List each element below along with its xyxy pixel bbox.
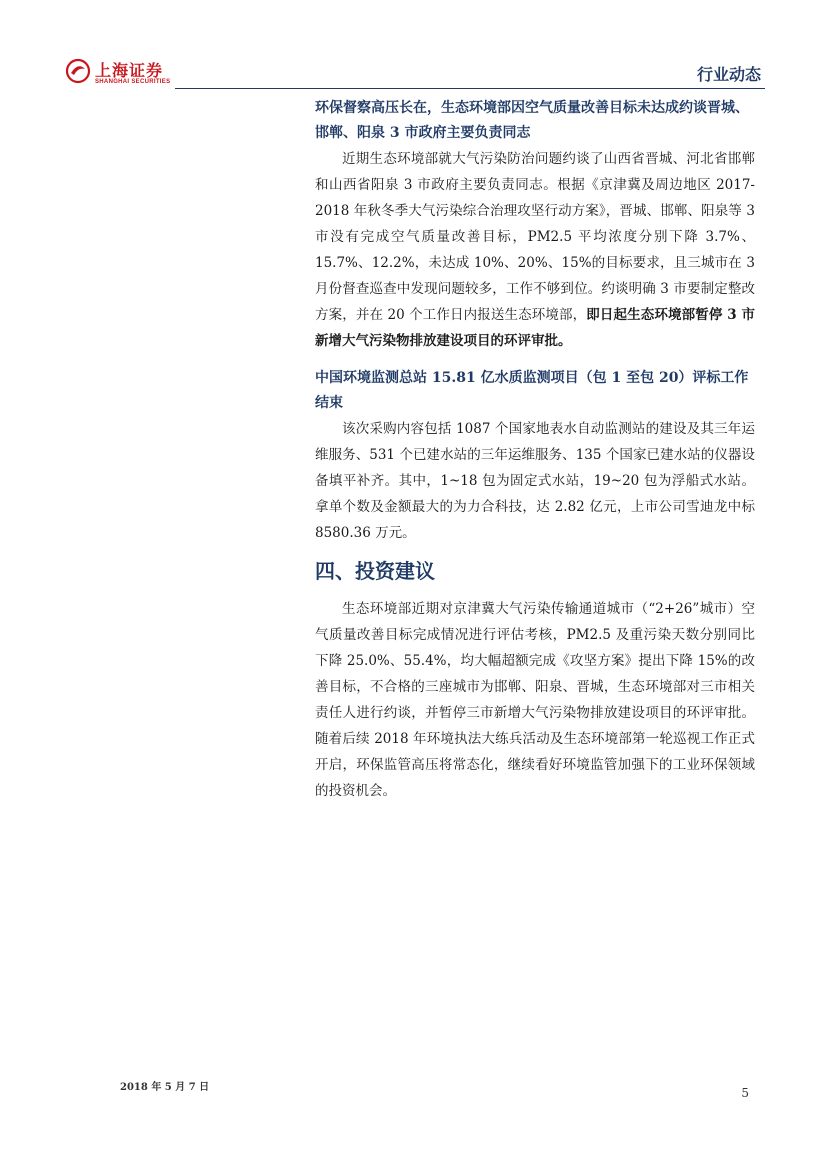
- main-content: [315, 96, 755, 804]
- company-logo: [65, 56, 175, 92]
- news-body-1-text: 近期生态环境部就大气污染防治问题约谈了山西省晋城、河北省邯郸和山西省阳泉 3 市政府主要负责同志。根据《京津冀及周边地区 2017-2018 年秋冬季大气污染综合治理攻坚行动方案》，晋城、邯郸、阳泉等 3 市没有完成空气质量改善目标，PM2.5 平均浓度分别下降 3.7%、15.7%、12.2%，未达成 10%、20%、15%的目标要求，且三城市在 3 月份督查巡查中发现问题较多，工作不够到位。约谈明确 3 市要制定整改方案，并在 20 个工作日内报送生态环境部，: [315, 151, 755, 323]
- investment-body: 生态环境部近期对京津冀大气污染传输通道城市（“2+26”城市）空气质量改善目标完成情况进行评估考核，PM2.5 及重污染天数分别同比下降 25.0%、55.4%，均大幅超额完成《攻坚方案》提出下降 15%的改善目标，不合格的三座城市为邯郸、阳泉、晋城，生态环境部对三市相关责任人进行约谈，并暂停三市新增大气污染物排放建设项目的环评审批。随着后续 2018 年环境执法大练兵活动及生态环境部第一轮巡视工作正式开启，环保监管高压将常态化，继续看好环境监管加强下的工业环保领域的投资机会。: [315, 601, 755, 799]
- footer-date: 2018 年 5 月 7 日: [120, 1082, 210, 1093]
- logo-emblem-icon: [65, 58, 91, 84]
- news-body-2: 该次采购内容包括 1087 个国家地表水自动监测站的建设及其三年运维服务、531 个已建水站的三年运维服务、135 个国家已建水站的仪器设备填平补齐。其中，1~18 包为固定式水站，19~20 包为浮船式水站。拿单个数及金额最大的为力合科技，达 2.82 亿元，上市公司雪迪龙中标 8580.36 万元。: [315, 421, 755, 541]
- page-header: [65, 56, 765, 96]
- page-number: 5: [741, 1086, 749, 1100]
- news-title-1: 环保督察高压长在，生态环境部因空气质量改善目标未达成约谈晋城、邯郸、阳泉 3 市政府主要负责同志: [315, 100, 749, 141]
- section-heading-investment: 四、投资建议: [315, 559, 435, 583]
- news-title-2: 中国环境监测总站 15.81 亿水质监测项目（包 1 至包 20）评标工作结束: [315, 370, 749, 411]
- news-body-1-highlight: 即日起生态环境部暂停 3 市新增大气污染物排放建设项目的环评审批。: [315, 307, 756, 349]
- header-section-title: 行业动态: [696, 65, 761, 84]
- logo-text-en: SHANGHAI SECURITIES: [95, 79, 171, 85]
- news-body-1: [315, 146, 755, 354]
- logo-text-cn: 上海证券: [95, 61, 164, 80]
- header-divider: [175, 88, 765, 89]
